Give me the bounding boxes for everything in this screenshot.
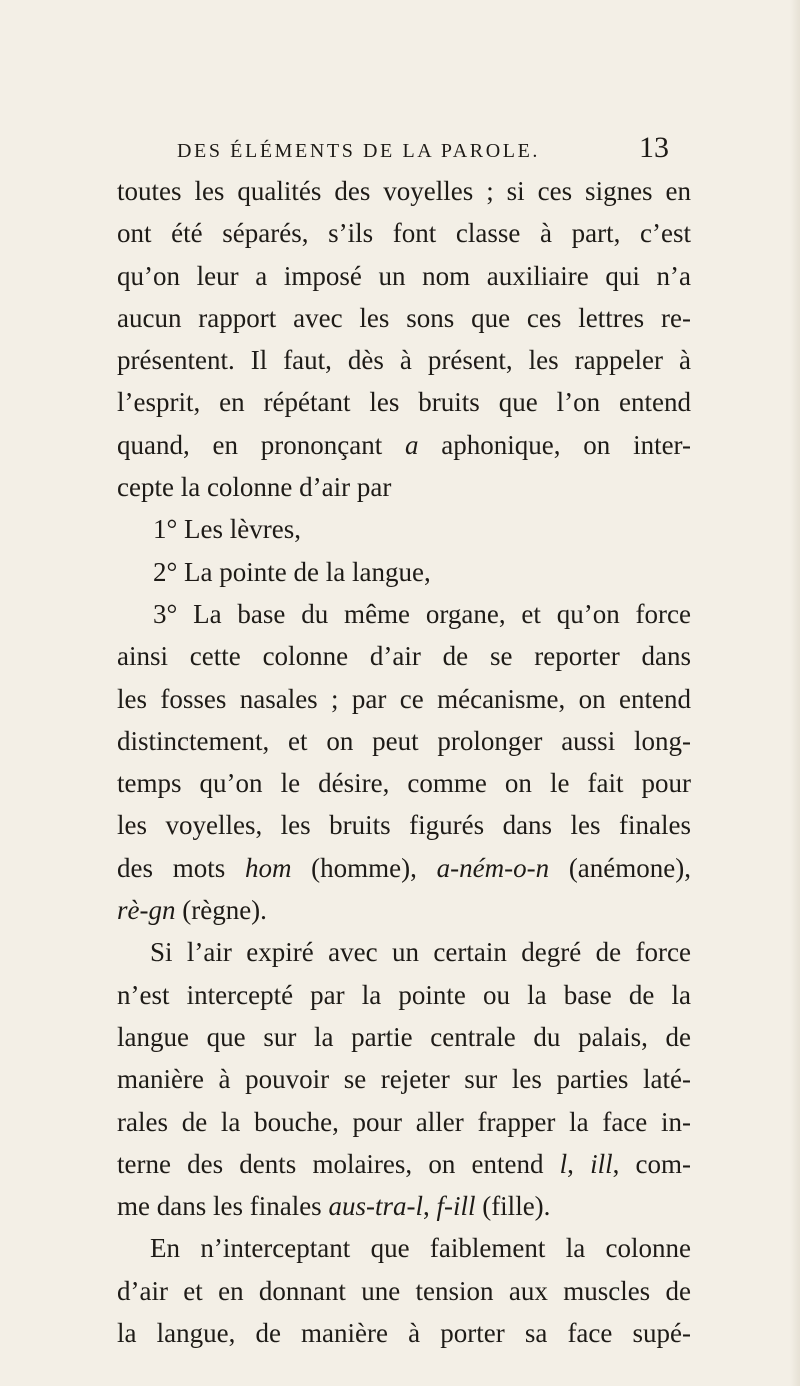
text-line: la langue, de manière à porter sa face supé- (117, 1318, 691, 1349)
text-line: 1° Les lèvres, (153, 514, 301, 545)
text-line: toutes les qualités des voyelles ; si ces signes en (117, 176, 691, 206)
text-line: d’air et en donnant une tension aux muscles de (117, 1275, 691, 1306)
italic-term: rè-gn (117, 895, 176, 926)
running-title: DES ÉLÉMENTS DE LA PAROLE. (177, 140, 540, 162)
italic-term: f-ill (436, 1191, 476, 1222)
text-run: aphonique, on inter- (418, 429, 691, 460)
text-line (117, 424, 691, 466)
text-run: quand, en prononçant (117, 429, 406, 460)
text-run: terne des dents molaires, on entend (117, 1148, 560, 1179)
text-line: aucun rapport avec les sons que ces lettres re- (117, 302, 691, 333)
text-line (117, 1185, 691, 1227)
text-run: , (422, 1191, 437, 1222)
page-edge (790, 0, 800, 1386)
text-run: (homme), (291, 852, 437, 883)
text-line: En n’interceptant que faiblement la colonne (150, 1233, 691, 1264)
text-line: rales de la bouche, pour aller frapper la face in- (117, 1106, 691, 1137)
text-run: (anémone), (549, 852, 691, 883)
italic-term: ill (590, 1148, 613, 1179)
text-line: Si l’air expiré avec un certain degré de force (150, 937, 691, 968)
text-line: présentent. Il faut, dès à présent, les rappeler à (117, 345, 691, 376)
italic-term: l (559, 1148, 568, 1179)
running-header (177, 128, 669, 168)
text-line: 3° La base du même organe, et qu’on force (153, 598, 691, 629)
text-run: des mots (117, 852, 245, 883)
text-line (117, 1143, 691, 1185)
page-number: 13 (639, 131, 669, 164)
text-run: , com- (612, 1148, 692, 1179)
text-line: l’esprit, en répétant les bruits que l’on entend (117, 387, 691, 418)
text-line: distinctement, et on peut prolonger aussi long- (117, 725, 691, 756)
italic-term: hom (244, 852, 292, 883)
text-line: temps qu’on le désire, comme on le fait pour (117, 768, 691, 799)
body-text (117, 170, 691, 1354)
text-line (117, 889, 691, 931)
text-line: les voyelles, les bruits figurés dans les finales (117, 810, 691, 841)
text-line: les fosses nasales ; par ce mécanisme, on entend (117, 683, 691, 714)
text-run: , (567, 1148, 591, 1179)
text-line: qu’on leur a imposé un nom auxiliaire qui n’a (117, 260, 691, 291)
italic-term: a-ném-o-n (436, 852, 550, 883)
italic-term: aus-tra-l (328, 1191, 423, 1222)
text-run: me dans les finales (117, 1191, 329, 1222)
text-line: ainsi cette colonne d’air de se reporter dans (117, 641, 691, 672)
text-run: (fille). (475, 1191, 551, 1222)
text-line: 2° La pointe de la langue, (153, 556, 431, 587)
italic-term: a (405, 429, 419, 460)
text-line (117, 847, 691, 889)
text-line: ont été séparés, s’ils font classe à part, c’est (117, 218, 691, 249)
text-run: (règne). (175, 895, 267, 926)
text-line: n’est intercepté par la pointe ou la base de la (117, 979, 691, 1010)
text-line: manière à pouvoir se rejeter sur les parties laté- (117, 1064, 691, 1095)
text-line: cepte la colonne d’air par (117, 472, 392, 503)
text-line: langue que sur la partie centrale du palais, de (117, 1021, 691, 1052)
